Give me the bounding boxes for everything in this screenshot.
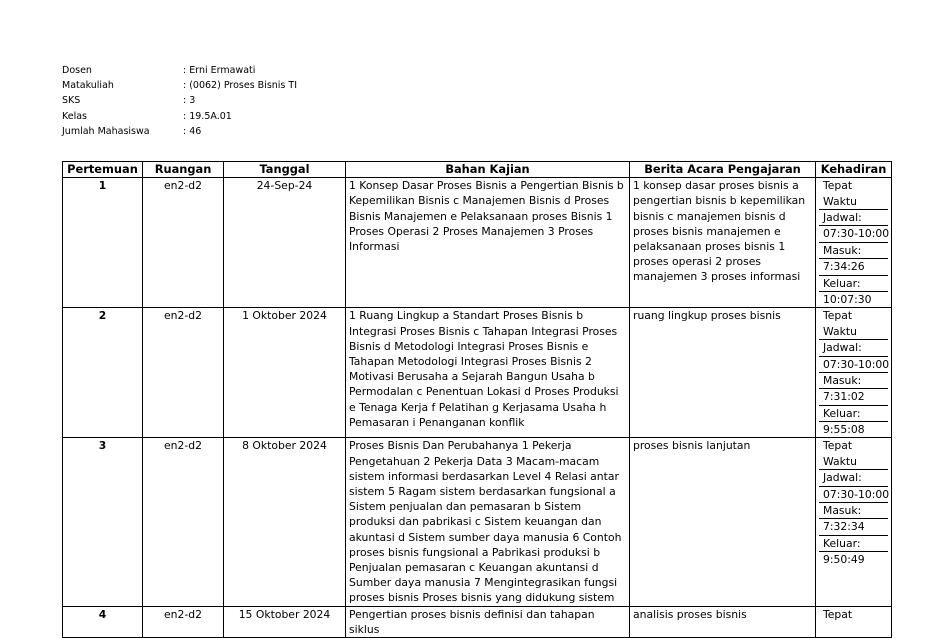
attendance-cell <box>816 438 892 606</box>
jumlah-mahasiswa-value: : 46 <box>183 125 202 137</box>
check-out-value: 9:55:08 <box>823 423 865 437</box>
check-out-label: Keluar: <box>819 276 888 292</box>
header-tanggal: Tanggal <box>224 162 346 178</box>
table-row <box>63 308 892 438</box>
kelas-label: Kelas <box>62 110 88 122</box>
schedule-label: Jadwal: <box>819 340 888 356</box>
check-out-label: Keluar: <box>819 406 888 422</box>
teaching-report: 1 konsep dasar proses bisnis a pengertian bisnis b kepemilikan bisnis c manajemen bisnis d proses bisnis manajemen e pelaksanaan proses bisnis 1 proses operasi 2 proses manajemen 3 proses informasi <box>630 178 816 308</box>
status-line: Tepat <box>823 179 853 193</box>
date: 1 Oktober 2024 <box>224 308 346 438</box>
info-row-jumlah-mahasiswa <box>62 124 297 139</box>
status-line: Waktu <box>819 194 888 210</box>
status-line: Tepat <box>823 607 853 621</box>
study-material: 1 Ruang Lingkup a Standart Proses Bisnis b Integrasi Proses Bisnis c Tahapan Integrasi Proses Bisnis d Metodologi Integrasi Proses Bisnis e Tahapan Metodologi Integrasi Proses Bisnis 2 Motivasi Berusaha a Sejarah Bangun Usaha b Permodalan c Penentuan Lokasi d Proses Produksi e Tenaga Kerja f Pelatihan g Kerjasama Usaha h Pemasaran i Penanganan konflik <box>346 308 630 438</box>
study-material: 1 Konsep Dasar Proses Bisnis a Pengertian Bisnis b Kepemilikan Bisnis c Manajemen Bisnis d Proses Bisnis Manajemen e Pelaksanaan proses Bisnis 1 Proses Operasi 2 Proses Manajemen 3 Proses Informasi <box>346 178 630 308</box>
schedule-label: Jadwal: <box>819 210 888 226</box>
info-row-sks <box>62 93 297 108</box>
header-berita-acara: Berita Acara Pengajaran <box>630 162 816 178</box>
attendance-cell <box>816 178 892 308</box>
info-row-matakuliah <box>62 78 297 93</box>
teaching-report: ruang lingkup proses bisnis <box>630 308 816 438</box>
course-info <box>62 63 297 139</box>
info-row-dosen <box>62 63 297 78</box>
dosen-value: : Erni Ermawati <box>183 65 256 76</box>
status-line: Tepat <box>823 439 853 453</box>
table-header-row <box>63 162 892 178</box>
room: en2-d2 <box>143 178 224 308</box>
teaching-report: analisis proses bisnis <box>630 606 816 637</box>
check-in-label: Masuk: <box>819 503 888 519</box>
attendance-cell <box>816 308 892 438</box>
meeting-number: 4 <box>63 606 143 637</box>
header-kehadiran: Kehadiran <box>816 162 892 178</box>
header-ruangan: Ruangan <box>143 162 224 178</box>
matakuliah-label: Matakuliah <box>62 80 114 92</box>
check-out-label: Keluar: <box>819 536 888 552</box>
study-material: Pengertian proses bisnis definisi dan tahapan siklus <box>346 606 630 637</box>
meeting-number: 3 <box>63 438 143 606</box>
room: en2-d2 <box>143 606 224 637</box>
matakuliah-value: : (0062) Proses Bisnis TI <box>183 80 298 92</box>
check-in-value: 7:34:26 <box>819 259 888 275</box>
date: 24-Sep-24 <box>224 178 346 308</box>
date: 8 Oktober 2024 <box>224 438 346 606</box>
status-line: Tepat <box>823 309 853 323</box>
meeting-number: 2 <box>63 308 143 438</box>
schedule-value: 07:30-10:00 <box>819 226 888 242</box>
header-pertemuan: Pertemuan <box>63 162 143 178</box>
sks-value: : 3 <box>183 95 196 107</box>
status-line: Waktu <box>819 454 888 470</box>
schedule-value: 07:30-10:00 <box>819 357 888 373</box>
schedule-value: 07:30-10:00 <box>819 487 888 503</box>
check-in-label: Masuk: <box>819 373 888 389</box>
dosen-label: Dosen <box>62 65 92 76</box>
check-out-value: 9:50:49 <box>823 553 865 567</box>
info-row-kelas <box>62 109 297 124</box>
table-row <box>63 178 892 308</box>
sks-label: SKS <box>62 95 81 107</box>
status-line: Waktu <box>819 324 888 340</box>
jumlah-mahasiswa-label: Jumlah Mahasiswa <box>62 125 150 137</box>
date: 15 Oktober 2024 <box>224 606 346 637</box>
attendance-cell <box>816 606 892 637</box>
check-in-value: 7:32:34 <box>819 519 888 535</box>
attendance-table <box>62 161 892 638</box>
table-row <box>63 606 892 637</box>
check-in-label: Masuk: <box>819 243 888 259</box>
check-in-value: 7:31:02 <box>819 389 888 405</box>
kelas-value: : 19.5A.01 <box>183 110 232 122</box>
check-out-value: 10:07:30 <box>823 292 872 306</box>
room: en2-d2 <box>143 308 224 438</box>
room: en2-d2 <box>143 438 224 606</box>
meeting-number: 1 <box>63 178 143 308</box>
table-row <box>63 438 892 606</box>
study-material: Proses Bisnis Dan Perubahanya 1 Pekerja Pengetahuan 2 Pekerja Data 3 Macam-macam sistem informasi berdasarkan Level 4 Relasi antar sistem 5 Ragam sistem berdasarkan fungsional a Sistem penjualan dan pemasaran b Sistem produksi dan pabrikasi c Sistem keuangan dan akuntasi d Sistem sumber daya manusia 6 Contoh proses bisnis fungsional a Pabrikasi produksi b Penjualan pemasaran c Keuangan akuntansi d Sumber daya manusia 7 Mengintegrasikan fungsi proses bisnis Proses bisnis yang didukung sistem <box>346 438 630 606</box>
header-bahan-kajian: Bahan Kajian <box>346 162 630 178</box>
schedule-label: Jadwal: <box>819 470 888 486</box>
teaching-report: proses bisnis lanjutan <box>630 438 816 606</box>
